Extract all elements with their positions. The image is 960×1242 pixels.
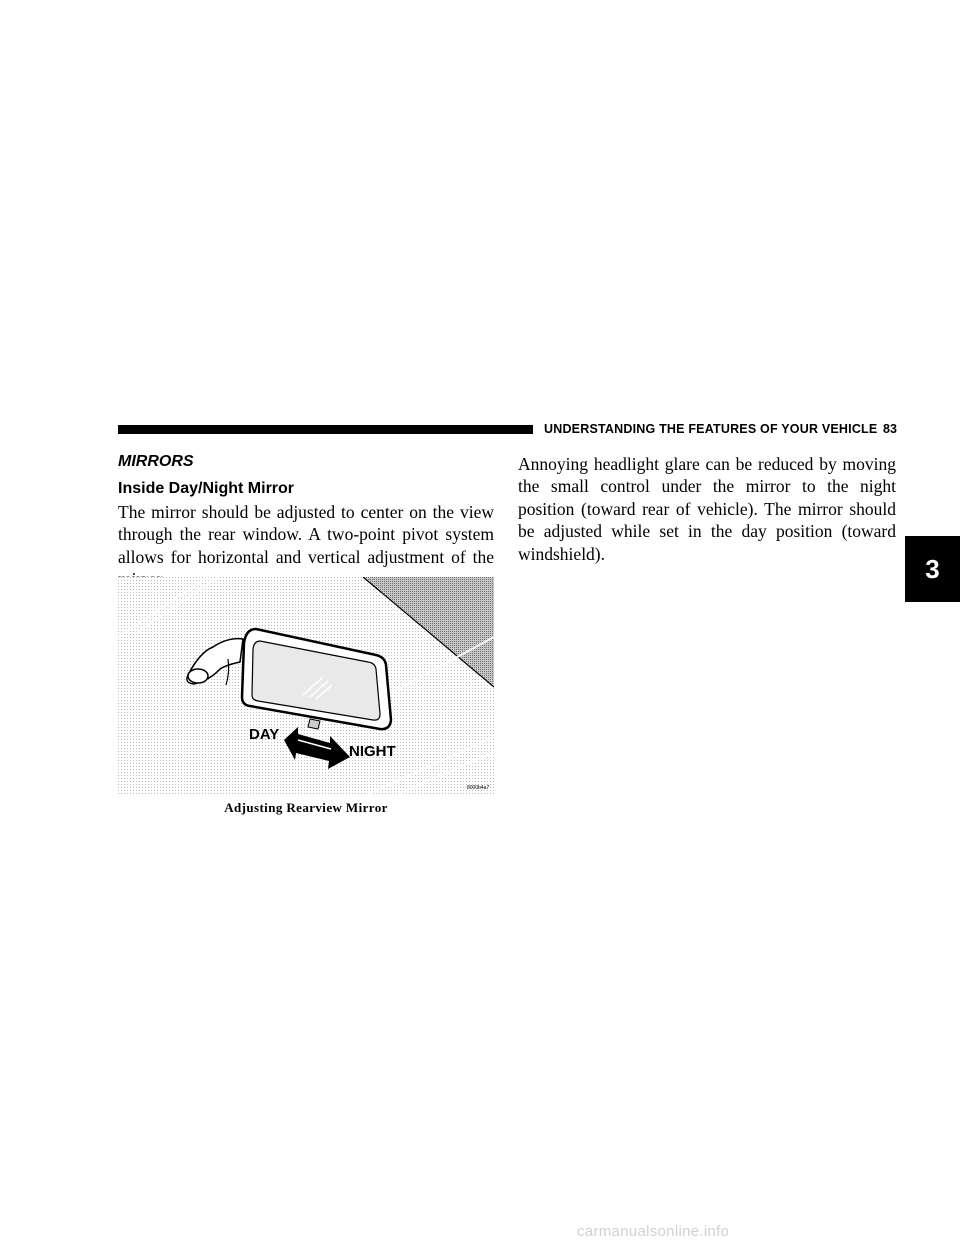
figure-code: 8000b4a7	[467, 785, 490, 791]
figure-caption: Adjusting Rearview Mirror	[224, 800, 388, 815]
page-number: 83	[883, 422, 897, 436]
rearview-mirror-illustration	[118, 577, 494, 794]
chapter-tab: 3	[905, 536, 960, 602]
running-header-title: UNDERSTANDING THE FEATURES OF YOUR VEHICLE	[544, 422, 878, 436]
header-rule	[118, 425, 533, 434]
watermark: carmanualsonline.info	[577, 1223, 730, 1240]
paragraph-headlight-glare: Annoying headlight glare can be reduced by moving the small control under the mirror to the night position (toward rear of vehicle). The mirror should be adjusted while set in the day position (toward windshield).	[518, 454, 896, 564]
figure-label-night: NIGHT	[349, 743, 396, 760]
paragraph-mirror-adjustment: The mirror should be adjusted to center on the view through the rear window. A two-point pivot system allows for horizontal and vertical adjustment of the	[118, 502, 494, 567]
subsection-heading: Inside Day/Night Mirror	[118, 480, 295, 497]
section-heading: MIRRORS	[118, 453, 194, 470]
figure-label-day: DAY	[249, 726, 280, 743]
